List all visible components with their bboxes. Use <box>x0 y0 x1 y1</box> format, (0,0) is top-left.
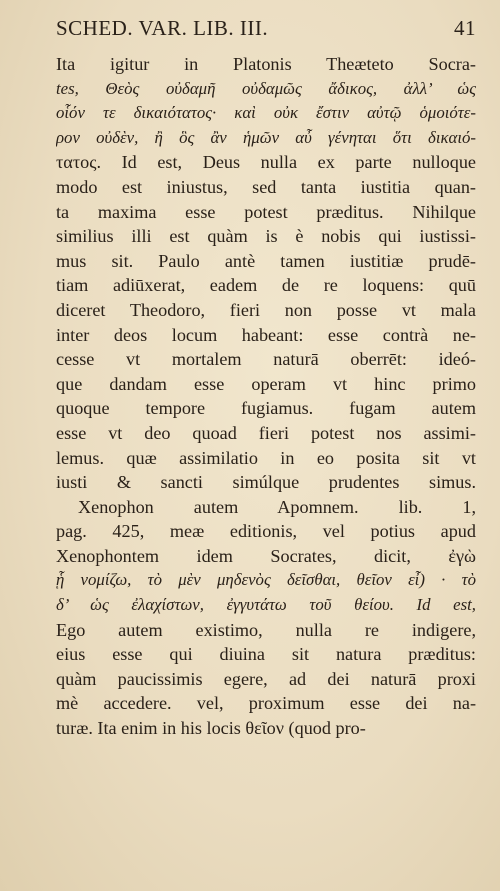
text-line: modo est iniustus, sed tanta iustitia quan- <box>56 176 476 197</box>
text-line: esse vt deo quoad fieri potest nos assimi- <box>56 422 476 443</box>
text-line: quàm paucissimis egere, ad dei naturā proxi <box>56 668 476 689</box>
text-line: diceret Theodoro, fieri non posse vt mala <box>56 299 476 320</box>
text-line: turæ. Ita enim in his locis θεῖον (quod pro- <box>56 718 366 739</box>
page-header <box>56 16 476 46</box>
text-line: Ego autem existimo, nulla re indigere, <box>56 619 476 640</box>
text-line: pag. 425, meæ editionis, vel potius apud <box>56 521 476 542</box>
text-line: ᾗ νομίζω, τὸ μὲν μηδενὸς δεῖσθαι, θεῖον εἶ) · τὸ <box>56 570 476 590</box>
text-line: οἷόν τε δικαιότατος· καὶ οὐκ ἔστιν αὐτῷ ὁμοιότε- <box>56 103 476 123</box>
text-line: iusti & sancti simúlque prudentes simus. <box>56 472 476 493</box>
text-line: mus sit. Paulo antè tamen iustitiæ prudē- <box>56 250 476 271</box>
running-title: SCHED. VAR. LIB. III. <box>56 16 269 40</box>
text-line: Xenophontem idem Socrates, dicit, ἐγὼ <box>56 545 476 566</box>
text-line: eius esse qui diuina sit natura præditus: <box>56 644 476 665</box>
text-line: δ’ ὡς ἐλαχίστων, ἐγγυτάτω τοῦ θείου. Id est, <box>56 595 476 615</box>
text-line: ρον οὐδὲν, ἢ ὃς ἂν ἡμῶν αὖ γένηται ὅτι δικαιό- <box>56 127 476 147</box>
text-line: cesse vt mortalem naturā oberrēt: ideó- <box>56 349 476 370</box>
text-line: mè accedere. vel, proximum esse dei na- <box>56 693 476 714</box>
text-line: tiam adiūxerat, eadem de re loquens: quū <box>56 275 476 296</box>
text-block <box>56 52 476 741</box>
text-line: que dandam esse operam vt hinc primo <box>56 373 476 394</box>
text-line: ta maxima esse potest præditus. Nihilque <box>56 201 476 222</box>
text-line: Xenophon autem Apomnem. lib. 1, <box>78 496 476 517</box>
text-line: similius illi est quàm is è nobis qui iustissi- <box>56 226 476 247</box>
text-line: lemus. quæ assimilatio in eo posita sit vt <box>56 447 476 468</box>
text-line: inter deos locum habeant: esse contrà ne- <box>56 324 476 345</box>
text-line: tes, Θεὸς οὐδαμῆ οὐδαμῶς ἄδικος, ἀλλ’ ὡς <box>56 78 476 98</box>
text-line: τατος. Id est, Deus nulla ex parte nulloque <box>56 152 476 173</box>
page-number: 41 <box>454 16 476 40</box>
text-line: Ita igitur in Platonis Theæteto Socra- <box>56 54 476 74</box>
text-line: quoque tempore fugiamus. fugam autem <box>56 398 476 419</box>
